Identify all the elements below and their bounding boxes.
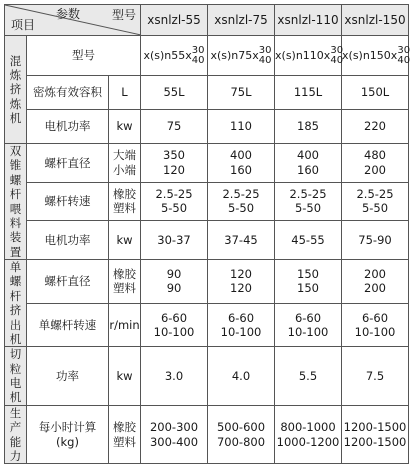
feeder-power-value: 30-37	[141, 221, 208, 260]
feeder-power-value: 37-45	[208, 221, 275, 260]
feeder-power-value: 45-55	[275, 221, 342, 260]
cutter-power-value: 7.5	[342, 347, 409, 406]
ss-speed-value: 6-60 10-100	[342, 303, 409, 347]
row-label-model: 型号	[27, 36, 141, 76]
table-row	[5, 144, 409, 183]
model-header-110: xsnlzl-110	[275, 5, 342, 36]
header-model-label: 型号	[112, 8, 137, 22]
section-capacity: 生产能力	[5, 405, 27, 464]
ss-diameter-value: 150 150	[275, 260, 342, 304]
row-label-volume: 密炼有效容积	[27, 76, 109, 110]
cutter-power-value: 5.5	[275, 347, 342, 406]
screw-speed-value: 2.5-25 5-50	[208, 182, 275, 221]
row-unit-feeder-power: kw	[109, 221, 141, 260]
row-label-feeder-power: 电机功率	[27, 221, 109, 260]
hourly-value: 200-300 300-400	[141, 405, 208, 464]
row-unit-ss-speed: r/min	[109, 303, 141, 347]
section-single-extruder: 单螺杆挤出机	[5, 260, 27, 347]
table-row	[5, 303, 409, 347]
volume-value: 150L	[342, 76, 409, 110]
table-row	[5, 347, 409, 406]
header-row	[5, 5, 409, 36]
table-row	[5, 36, 409, 76]
screw-diameter-value: 400 160	[275, 144, 342, 183]
row-label-cutter-power: 功率	[27, 347, 109, 406]
table-row	[5, 260, 409, 304]
row-label-mixer-power: 电机功率	[27, 110, 109, 144]
model-value: x(s)n55x 30 40	[141, 36, 208, 76]
ss-speed-value: 6-60 10-100	[275, 303, 342, 347]
row-label-screw-diameter: 螺杆直径	[27, 144, 109, 183]
row-label-screw-speed: 螺杆转速	[27, 182, 109, 221]
ss-diameter-value: 200 200	[342, 260, 409, 304]
table-row	[5, 110, 409, 144]
row-unit-volume: L	[109, 76, 141, 110]
hourly-value: 500-600 700-800	[208, 405, 275, 464]
header-param-label: 参数	[56, 7, 81, 21]
screw-speed-value: 2.5-25 5-50	[275, 182, 342, 221]
row-unit-mixer-power: kw	[109, 110, 141, 144]
screw-diameter-value: 480 200	[342, 144, 409, 183]
cutter-power-value: 4.0	[208, 347, 275, 406]
ss-speed-value: 6-60 10-100	[208, 303, 275, 347]
row-label-ss-diameter: 螺杆直径	[27, 260, 109, 304]
row-label-ss-speed: 单螺杆转速	[27, 303, 109, 347]
volume-value: 115L	[275, 76, 342, 110]
mixer-power-value: 220	[342, 110, 409, 144]
header-corner-cell	[5, 5, 141, 36]
model-header-75: xsnlzl-75	[208, 5, 275, 36]
model-header-150: xsnlzl-150	[342, 5, 409, 36]
model-value: x(s)n75x 30 40	[208, 36, 275, 76]
screw-diameter-value: 400 160	[208, 144, 275, 183]
row-sub-screw-speed: 橡胶 塑料	[109, 182, 141, 221]
mixer-power-value: 185	[275, 110, 342, 144]
table-row	[5, 221, 409, 260]
model-value: x(s)n150x 30 40	[342, 36, 409, 76]
row-sub-screw-diameter: 大端 小端	[109, 144, 141, 183]
table-row	[5, 76, 409, 110]
cutter-power-value: 3.0	[141, 347, 208, 406]
row-label-hourly: 每小时计算(kg)	[27, 405, 109, 464]
header-item-label: 项目	[11, 18, 36, 32]
spec-sheet	[4, 4, 411, 463]
model-header-55: xsnlzl-55	[141, 5, 208, 36]
row-unit-cutter-power: kw	[109, 347, 141, 406]
screw-speed-value: 2.5-25 5-50	[141, 182, 208, 221]
volume-value: 75L	[208, 76, 275, 110]
table-row	[5, 405, 409, 464]
mixer-power-value: 110	[208, 110, 275, 144]
ss-speed-value: 6-60 10-100	[141, 303, 208, 347]
screw-diameter-value: 350 120	[141, 144, 208, 183]
volume-value: 55L	[141, 76, 208, 110]
model-value: x(s)n110x 30 40	[275, 36, 342, 76]
feeder-power-value: 75-90	[342, 221, 409, 260]
section-pelletizer: 切粒电机	[5, 347, 27, 406]
hourly-value: 800-1000 1000-1200	[275, 405, 342, 464]
screw-speed-value: 2.5-25 5-50	[342, 182, 409, 221]
mixer-power-value: 75	[141, 110, 208, 144]
section-mixer: 混炼挤炼机	[5, 36, 27, 144]
table-row	[5, 182, 409, 221]
spec-table	[4, 4, 409, 464]
ss-diameter-value: 90 90	[141, 260, 208, 304]
section-conical-feeder: 双锥螺杆喂料装置	[5, 144, 27, 260]
row-sub-hourly: 橡胶 塑料	[109, 405, 141, 464]
ss-diameter-value: 120 120	[208, 260, 275, 304]
row-sub-ss-diameter: 橡胶 塑料	[109, 260, 141, 304]
hourly-value: 1200-1500 1200-1500	[342, 405, 409, 464]
